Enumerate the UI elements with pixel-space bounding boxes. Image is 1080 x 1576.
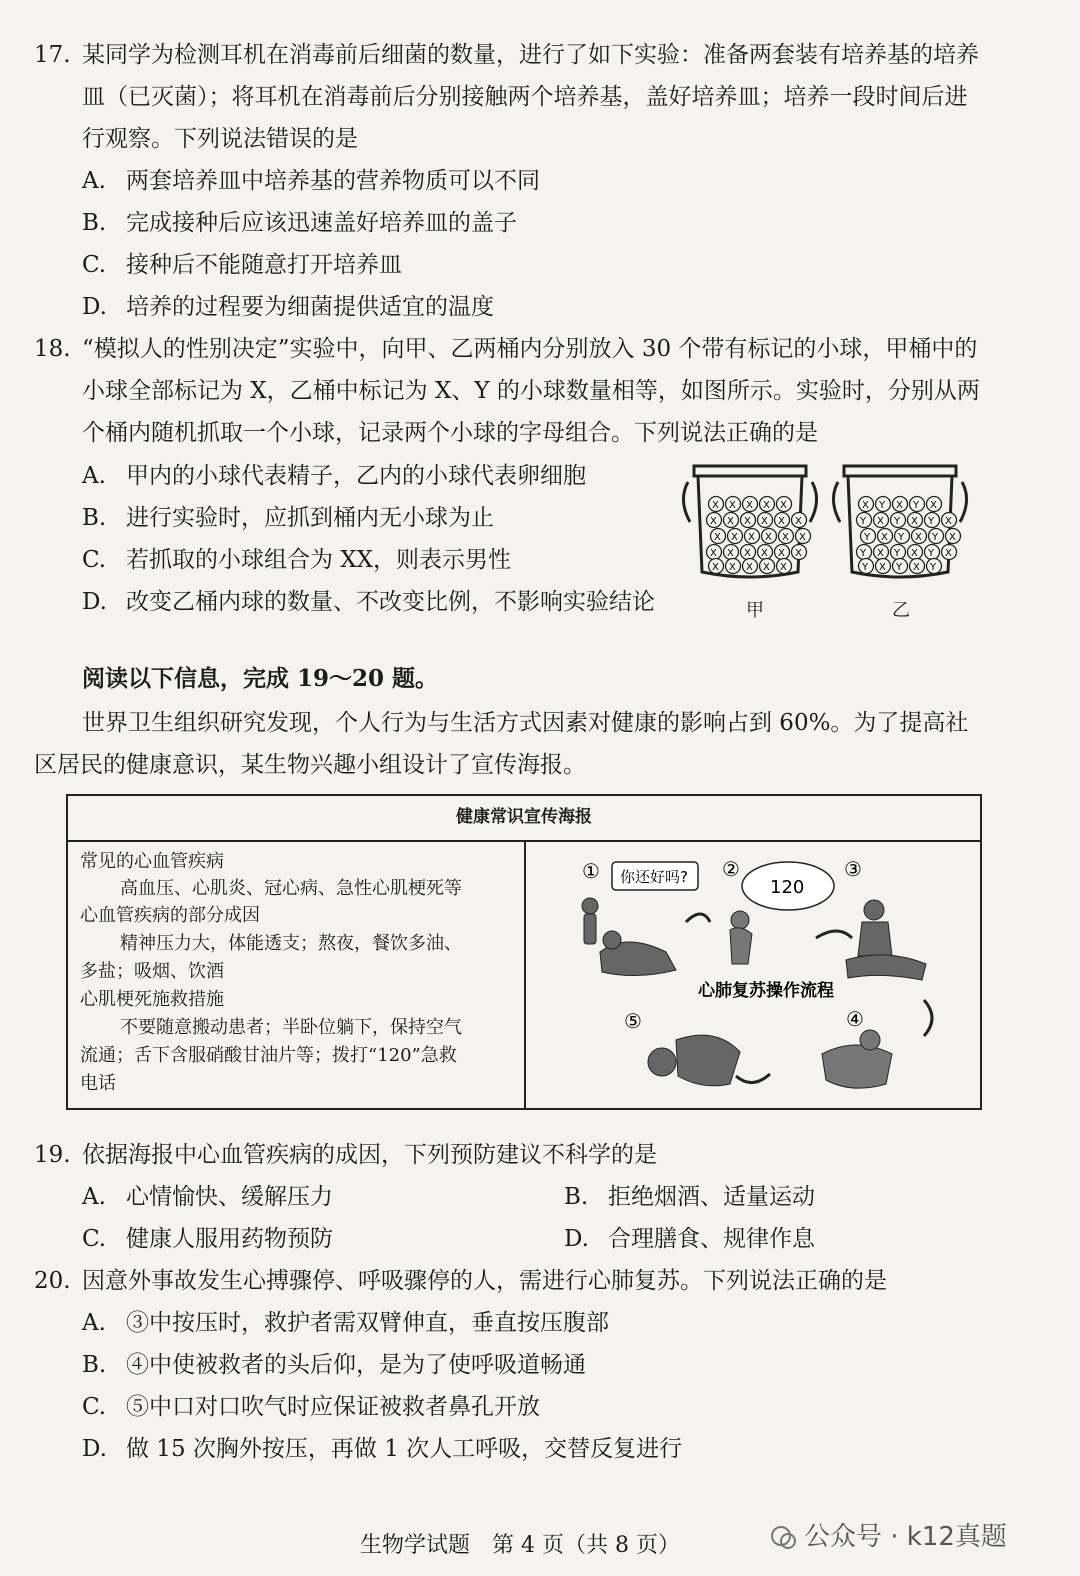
q17-stem-line-1 <box>34 40 979 70</box>
cpr-flow-panel <box>526 840 980 1108</box>
ball-letter: X <box>795 516 802 527</box>
q20-number: 20. <box>34 1268 71 1294</box>
watermark-text: 公众号 · k12真题 <box>804 1522 1007 1552</box>
ball-letter: X <box>862 500 869 511</box>
option-label: B. <box>82 1352 107 1378</box>
poster-heading-causes: 心血管疾病的部分成因 <box>80 905 260 926</box>
q17-stem-line-3: 行观察。下列说法错误的是 <box>82 126 358 152</box>
poster-line: 电话 <box>80 1073 116 1094</box>
ball-letter: X <box>877 516 884 527</box>
ball-letter: Y <box>879 500 886 511</box>
flow-arrow-icon <box>686 914 710 922</box>
barrel-jia-label: 甲 <box>746 600 764 621</box>
ball-letter: X <box>744 548 751 559</box>
ball-letter: X <box>727 548 734 559</box>
q17-option-d <box>82 292 494 322</box>
option-label: C. <box>82 1394 107 1420</box>
option-text: 完成接种后应该迅速盖好培养皿的盖子 <box>126 210 517 236</box>
step-3-marker: ③ <box>844 857 862 881</box>
ball-letter: X <box>911 548 918 559</box>
step-3-figures-icon <box>846 900 926 980</box>
poster-title: 健康常识宣传海报 <box>68 796 980 842</box>
ball-letter: X <box>949 532 956 543</box>
ball-letter: X <box>727 516 734 527</box>
wechat-icon <box>770 1524 798 1552</box>
q17-stem-text-1: 某同学为检测耳机在消毒前后细菌的数量，进行了如下实验：准备两套装有培养基的培养 <box>82 42 979 68</box>
barrel-yi-label: 乙 <box>892 600 910 621</box>
ball-letter: X <box>911 516 918 527</box>
barrel-yi <box>833 466 966 577</box>
barrel-yi-balls <box>857 497 961 574</box>
q18-option-a <box>82 461 586 491</box>
option-label: C. <box>82 252 107 278</box>
q18-option-c <box>82 545 511 575</box>
q18-number: 18. <box>34 336 71 362</box>
poster-line: 不要随意搬动患者；半卧位躺下，保持空气 <box>120 1017 462 1038</box>
q18-stem-line-3: 个桶内随机抓取一个小球，记录两个小球的字母组合。下列说法正确的是 <box>82 420 818 446</box>
ball-letter: X <box>780 500 787 511</box>
option-label: D. <box>564 1226 589 1252</box>
option-text: 拒绝烟酒、适量运动 <box>608 1184 815 1210</box>
ball-letter: X <box>782 532 789 543</box>
poster-line: 高血压、心肌炎、冠心病、急性心肌梗死等 <box>120 878 462 899</box>
poster-line: 多盐；吸烟、饮酒 <box>80 961 224 982</box>
q18-stem-text-1: “模拟人的性别决定”实验中，向甲、乙两桶内分别放入 30 个带有标记的小球，甲桶中的 <box>82 336 978 362</box>
ball-letter: X <box>881 532 888 543</box>
ball-letter: X <box>731 532 738 543</box>
step-4-marker: ④ <box>846 1007 864 1031</box>
ball-letter: X <box>877 548 884 559</box>
q19-option-b <box>564 1182 815 1212</box>
option-text: ④中使被救者的头后仰，是为了使呼吸道畅通 <box>126 1352 586 1378</box>
option-text: 进行实验时，应抓到桶内无小球为止 <box>126 505 494 531</box>
page-footer: 生物学试题 第 4 页（共 8 页） <box>360 1533 680 1558</box>
cpr-flow-illustration <box>526 840 980 1108</box>
ball-letter: X <box>913 562 920 573</box>
q19-option-a <box>82 1182 333 1212</box>
q20-option-c <box>82 1392 540 1422</box>
ball-letter: X <box>930 500 937 511</box>
step-4-figures-icon <box>822 1030 892 1088</box>
ball-letter: Y <box>913 500 920 511</box>
cpr-flow-title: 心肺复苏操作流程 <box>698 981 834 1001</box>
ball-letter: X <box>896 500 903 511</box>
q18-option-d <box>82 587 655 617</box>
ball-letter: Y <box>860 548 867 559</box>
ball-letter: Y <box>894 548 901 559</box>
step-2-figure-icon <box>730 911 752 964</box>
ball-letter: X <box>761 516 768 527</box>
ball-letter: X <box>778 516 785 527</box>
poster-line: 流通；舌下含服硝酸甘油片等；拨打“120”急救 <box>80 1045 457 1066</box>
poster-line: 精神压力大，体能透支；熬夜，餐饮多油、 <box>120 933 462 954</box>
step-2-marker: ② <box>722 857 740 881</box>
flow-arrow-icon <box>816 931 852 938</box>
option-text: ⑤中口对口吹气时应保证被救者鼻孔开放 <box>126 1394 540 1420</box>
ball-letter: X <box>714 532 721 543</box>
ball-letter: X <box>710 516 717 527</box>
reading-title: 阅读以下信息，完成 19～20 题。 <box>82 665 439 692</box>
option-label: C. <box>82 547 107 573</box>
q19-stem <box>34 1140 657 1170</box>
q19-stem-text: 依据海报中心血管疾病的成因，下列预防建议不科学的是 <box>82 1142 657 1168</box>
ball-letter: X <box>746 500 753 511</box>
option-label: B. <box>82 505 107 531</box>
step-5-marker: ⑤ <box>624 1009 642 1033</box>
q20-option-d <box>82 1434 682 1464</box>
speech-bubble-2-text: 120 <box>770 877 805 898</box>
q17-option-b <box>82 208 517 238</box>
option-text: 甲内的小球代表精子，乙内的小球代表卵细胞 <box>126 463 586 489</box>
q19-number: 19. <box>34 1142 71 1168</box>
ball-letter: X <box>712 562 719 573</box>
q18-stem-line-2: 小球全部标记为 X，乙桶中标记为 X、Y 的小球数量相等，如图所示。实验时，分别从两 <box>82 378 980 404</box>
ball-letter: X <box>763 562 770 573</box>
ball-letter: Y <box>862 562 869 573</box>
watermark <box>770 1516 1007 1553</box>
poster-text-panel <box>68 840 526 1108</box>
ball-letter: X <box>915 532 922 543</box>
q17-stem-line-2: 皿（已灭菌）；将耳机在消毒前后分别接触两个培养基，盖好培养皿；培养一段时间后进 <box>82 84 968 110</box>
ball-letter: X <box>729 562 736 573</box>
ball-letter: X <box>780 562 787 573</box>
ball-letter: Y <box>898 532 905 543</box>
q17-option-c <box>82 250 402 280</box>
q17-number: 17. <box>34 42 71 68</box>
ball-letter: Y <box>894 516 901 527</box>
ball-letter: X <box>778 548 785 559</box>
ball-letter: X <box>799 532 806 543</box>
option-text: 若抓取的小球组合为 XX，则表示男性 <box>126 547 512 573</box>
ball-letter: X <box>729 500 736 511</box>
q20-option-b <box>82 1350 586 1380</box>
ball-letter: X <box>744 516 751 527</box>
option-label: A. <box>82 1184 106 1210</box>
ball-letter: X <box>879 562 886 573</box>
ball-letter: X <box>746 562 753 573</box>
option-text: 做 15 次胸外按压，再做 1 次人工呼吸，交替反复进行 <box>126 1436 683 1462</box>
option-text: 合理膳食、规律作息 <box>608 1226 815 1252</box>
barrel-jia <box>683 466 816 577</box>
flow-arrow-icon <box>736 1074 770 1083</box>
step-1-marker: ① <box>582 859 600 883</box>
health-poster <box>66 794 982 1110</box>
ball-letter: X <box>945 548 952 559</box>
option-label: B. <box>564 1184 589 1210</box>
ball-letter: Y <box>896 562 903 573</box>
ball-letter: X <box>710 548 717 559</box>
q18-stem-line-1 <box>34 334 977 364</box>
speech-bubble-1-text: 你还好吗? <box>620 868 688 886</box>
option-text: 培养的过程要为细菌提供适宜的温度 <box>126 294 494 320</box>
ball-letter: X <box>763 500 770 511</box>
option-text: 健康人服用药物预防 <box>126 1226 333 1252</box>
ball-letter: Y <box>860 516 867 527</box>
poster-heading-diseases: 常见的心血管疾病 <box>80 851 224 872</box>
q20-option-a <box>82 1308 609 1338</box>
q20-stem-text: 因意外事故发生心搏骤停、呼吸骤停的人，需进行心肺复苏。下列说法正确的是 <box>82 1268 887 1294</box>
ball-letter: X <box>712 500 719 511</box>
option-label: B. <box>82 210 107 236</box>
q19-option-d <box>564 1224 815 1254</box>
ball-letter: Y <box>928 516 935 527</box>
option-label: D. <box>82 1436 107 1462</box>
q18-option-b <box>82 503 494 533</box>
option-label: D. <box>82 294 107 320</box>
barrel-jia-balls <box>707 497 811 574</box>
reading-para-line-2: 区居民的健康意识，某生物兴趣小组设计了宣传海报。 <box>34 752 586 778</box>
q17-option-a <box>82 166 540 196</box>
poster-heading-rescue: 心肌梗死施救措施 <box>80 989 224 1010</box>
option-text: 心情愉快、缓解压力 <box>126 1184 333 1210</box>
step-1-figures-icon <box>582 898 676 976</box>
barrels-figure <box>680 460 970 590</box>
ball-letter: X <box>748 532 755 543</box>
option-label: A. <box>82 463 106 489</box>
option-text: ③中按压时，救护者需双臂伸直，垂直按压腹部 <box>126 1310 609 1336</box>
flow-arrow-icon <box>924 1000 932 1036</box>
reading-para-line-1: 世界卫生组织研究发现，个人行为与生活方式因素对健康的影响占到 60%。为了提高社 <box>82 710 969 736</box>
ball-letter: Y <box>932 532 939 543</box>
ball-letter: X <box>765 532 772 543</box>
step-5-figures-icon <box>648 1035 740 1086</box>
option-label: C. <box>82 1226 107 1252</box>
ball-letter: X <box>761 548 768 559</box>
option-label: A. <box>82 168 106 194</box>
ball-letter: Y <box>930 562 937 573</box>
q19-option-c <box>82 1224 333 1254</box>
option-text: 两套培养皿中培养基的营养物质可以不同 <box>126 168 540 194</box>
ball-letter: Y <box>864 532 871 543</box>
ball-letter: X <box>795 548 802 559</box>
ball-letter: X <box>945 516 952 527</box>
option-label: D. <box>82 589 107 615</box>
option-text: 改变乙桶内球的数量、不改变比例，不影响实验结论 <box>126 589 655 615</box>
option-text: 接种后不能随意打开培养皿 <box>126 252 402 278</box>
q20-stem <box>34 1266 887 1296</box>
ball-letter: Y <box>928 548 935 559</box>
option-label: A. <box>82 1310 106 1336</box>
